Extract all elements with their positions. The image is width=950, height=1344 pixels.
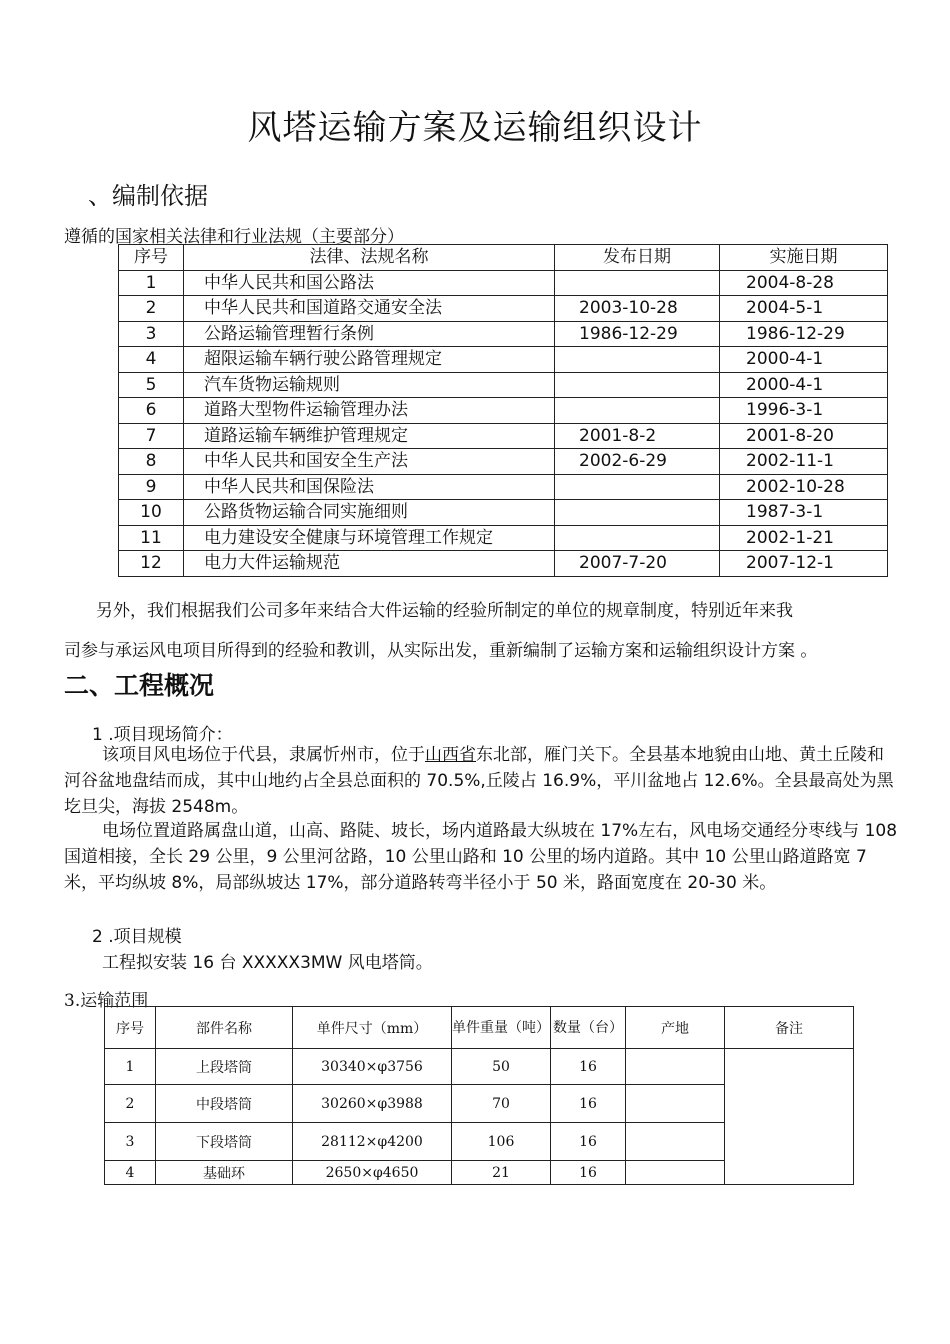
remarks-cell <box>725 1049 854 1185</box>
cell: 中华人民共和国安全生产法 <box>184 449 555 475</box>
cell: 1986-12-29 <box>555 321 720 347</box>
table-row <box>119 423 888 449</box>
header-cell <box>551 1007 626 1049</box>
page-title: 风塔运输方案及运输组织设计 <box>247 108 703 148</box>
header-text: 单件重量（吨） <box>452 1019 550 1036</box>
cell <box>555 372 720 398</box>
section-heading-overview: 二、工程概况 <box>64 671 215 700</box>
transport-table <box>104 1006 854 1185</box>
cell: 2 <box>119 296 184 322</box>
cell: 30340×φ3756 <box>293 1049 452 1085</box>
cell: 106 <box>452 1123 551 1161</box>
laws-table <box>118 244 888 577</box>
header-cell <box>452 1007 551 1049</box>
cell: 4 <box>105 1161 156 1185</box>
additional-para-line1: 另外，我们根据我们公司多年来结合大件运输的经验所制定的单位的规章制度，特别近年来我 <box>96 601 793 621</box>
site-text-a: 该项目风电场位于代县，隶属忻州市，位于 <box>102 745 425 765</box>
cell <box>626 1085 725 1123</box>
section-heading-transport-scope: 3.运输范围 <box>64 991 149 1011</box>
cell: 8 <box>119 449 184 475</box>
header-cell: 产地 <box>626 1007 725 1049</box>
cell: 1987-3-1 <box>720 500 888 526</box>
header-cell: 备注 <box>725 1007 854 1049</box>
table-row <box>119 551 888 577</box>
cell: 2002-11-1 <box>720 449 888 475</box>
cell: 道路大型物件运输管理办法 <box>184 398 555 424</box>
table-row <box>105 1049 854 1085</box>
project-scale-text: 工程拟安装 16 台 XXXXX3MW 风电塔筒。 <box>102 953 433 973</box>
cell: 1986-12-29 <box>720 321 888 347</box>
cell: 2002-1-21 <box>720 525 888 551</box>
cell: 7 <box>119 423 184 449</box>
cell <box>626 1049 725 1085</box>
cell: 1 <box>105 1049 156 1085</box>
cell: 3 <box>119 321 184 347</box>
cell: 2002-10-28 <box>720 474 888 500</box>
cell: 30260×φ3988 <box>293 1085 452 1123</box>
cell: 28112×φ4200 <box>293 1123 452 1161</box>
cell: 2007-12-1 <box>720 551 888 577</box>
table-row <box>119 474 888 500</box>
cell <box>555 347 720 373</box>
cell <box>555 500 720 526</box>
cell <box>555 525 720 551</box>
cell: 9 <box>119 474 184 500</box>
cell: 上段塔筒 <box>156 1049 293 1085</box>
road-paragraph: 电场位置道路属盘山道，山高、路陡、坡长，场内道路最大纵坡在 17%左右，风电场交通经分枣线与 108 国道相接，全长 29 公里，9 公里河岔路，10 公里山路和 10 公里的场内道路。其中 10 公里山路道路宽 7 米，平均纵坡 8%，局部纵坡达 17%，部分道路转弯半径小于 50 米，路面宽度在 20-30 米。 <box>64 821 898 893</box>
cell: 2001-8-20 <box>720 423 888 449</box>
cell: 11 <box>119 525 184 551</box>
cell: 汽车货物运输规则 <box>184 372 555 398</box>
cell: 2000-4-1 <box>720 347 888 373</box>
cell: 2000-4-1 <box>720 372 888 398</box>
laws-intro: 遵循的国家相关法律和行业法规（主要部分） <box>64 227 404 247</box>
header-cell: 部件名称 <box>156 1007 293 1049</box>
cell: 6 <box>119 398 184 424</box>
header-cell: 实施日期 <box>720 245 888 271</box>
cell: 2007-7-20 <box>555 551 720 577</box>
cell: 2004-8-28 <box>720 270 888 296</box>
cell: 16 <box>551 1161 626 1185</box>
cell: 3 <box>105 1123 156 1161</box>
cell: 中段塔筒 <box>156 1085 293 1123</box>
cell: 下段塔筒 <box>156 1123 293 1161</box>
cell: 2 <box>105 1085 156 1123</box>
cell: 2003-10-28 <box>555 296 720 322</box>
cell: 21 <box>452 1161 551 1185</box>
subheading-project-scale: 2 .项目规模 <box>92 927 182 947</box>
cell: 5 <box>119 372 184 398</box>
cell: 50 <box>452 1049 551 1085</box>
cell: 中华人民共和国保险法 <box>184 474 555 500</box>
cell: 中华人民共和国公路法 <box>184 270 555 296</box>
cell: 电力大件运输规范 <box>184 551 555 577</box>
cell <box>555 474 720 500</box>
site-paragraph <box>64 742 900 820</box>
table-row <box>119 270 888 296</box>
cell: 16 <box>551 1123 626 1161</box>
cell: 16 <box>551 1049 626 1085</box>
cell <box>555 398 720 424</box>
cell: 2002-6-29 <box>555 449 720 475</box>
cell: 基础环 <box>156 1161 293 1185</box>
cell: 电力建设安全健康与环境管理工作规定 <box>184 525 555 551</box>
table-row <box>119 372 888 398</box>
cell: 2004-5-1 <box>720 296 888 322</box>
table-row <box>119 321 888 347</box>
section-heading-basis: 、编制依据 <box>88 182 208 210</box>
header-cell: 发布日期 <box>555 245 720 271</box>
header-cell: 序号 <box>105 1007 156 1049</box>
table-row <box>119 296 888 322</box>
header-cell: 法律、法规名称 <box>184 245 555 271</box>
table-row <box>119 525 888 551</box>
cell: 2650×φ4650 <box>293 1161 452 1185</box>
cell: 70 <box>452 1085 551 1123</box>
cell: 1 <box>119 270 184 296</box>
cell <box>626 1123 725 1161</box>
cell: 10 <box>119 500 184 526</box>
province-link[interactable]: 山西省 <box>425 745 476 765</box>
cell: 超限运输车辆行驶公路管理规定 <box>184 347 555 373</box>
table-row <box>119 449 888 475</box>
cell: 1996-3-1 <box>720 398 888 424</box>
table-row <box>119 398 888 424</box>
cell: 中华人民共和国道路交通安全法 <box>184 296 555 322</box>
site-text-b: 东北部，雁门关下。全县基本地貌由山地、黄土丘陵和河谷盆地盘结而成，其中山地约占全县总面积的 70.5%,丘陵占 16.9%，平川盆地占 12.6%。全县最高处为黑圪旦尖，海拔 2548m。 <box>64 745 894 817</box>
cell: 16 <box>551 1085 626 1123</box>
table-header-row <box>119 245 888 271</box>
cell: 公路运输管理暂行条例 <box>184 321 555 347</box>
header-text: 数量（台） <box>553 1019 623 1036</box>
table-row <box>119 500 888 526</box>
additional-para-line2: 司参与承运风电项目所得到的经验和教训，从实际出发，重新编制了运输方案和运输组织设计方案 。 <box>64 641 818 661</box>
cell: 公路货物运输合同实施细则 <box>184 500 555 526</box>
cell: 4 <box>119 347 184 373</box>
cell: 12 <box>119 551 184 577</box>
cell <box>555 270 720 296</box>
cell <box>626 1161 725 1185</box>
header-cell: 单件尺寸（mm） <box>293 1007 452 1049</box>
header-cell: 序号 <box>119 245 184 271</box>
table-row <box>119 347 888 373</box>
cell: 道路运输车辆维护管理规定 <box>184 423 555 449</box>
table-header-row <box>105 1007 854 1049</box>
cell: 2001-8-2 <box>555 423 720 449</box>
subheading-site-intro: 1 .项目现场简介： <box>92 725 233 745</box>
